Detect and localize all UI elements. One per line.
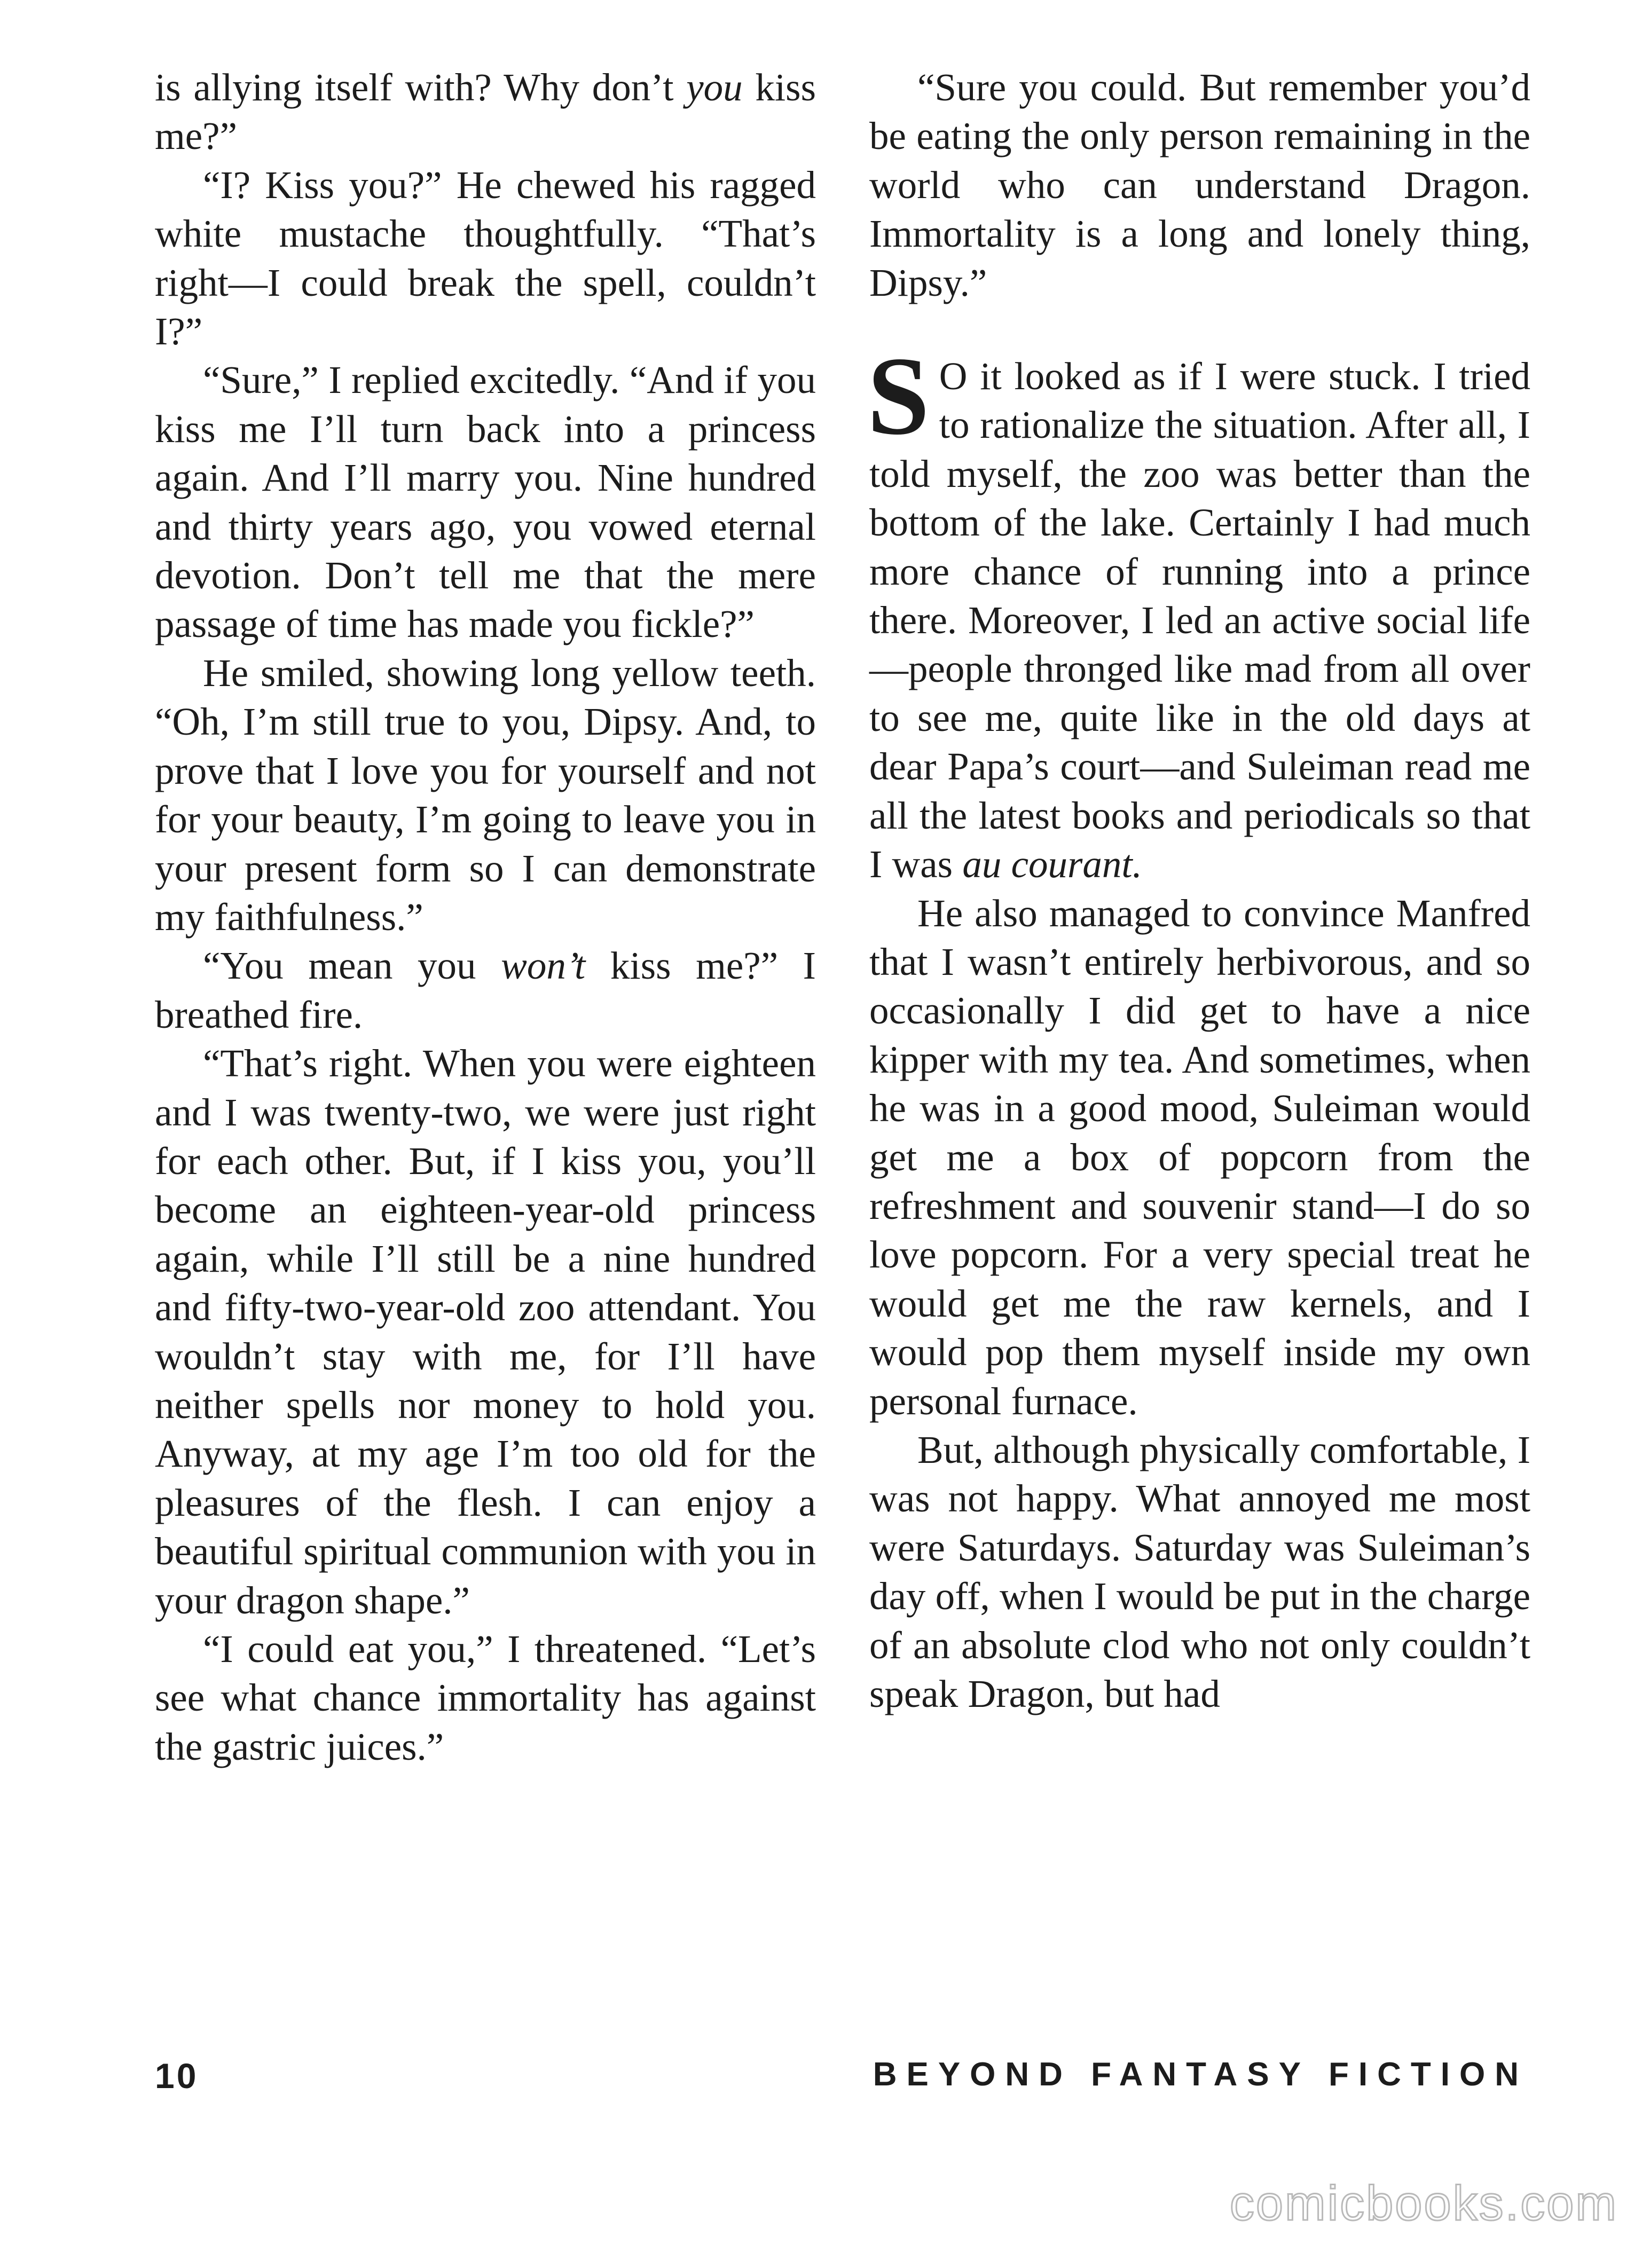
text-run: kiss me?” I breathed fire. bbox=[155, 944, 816, 1036]
italic-text: au courant. bbox=[962, 842, 1142, 886]
paragraph: He also managed to convince Manfred that I wasn’t entirely herbivorous, and so occasionally I did get to have a nice kipper with my tea. And sometimes, when he was in a good mood, Suleiman would get me a box of popcorn from the refreshment and souvenir stand—I do so love popcorn. For a very special treat he would get me the raw kernels, and I would pop them myself inside my own personal furnace. bbox=[869, 891, 1530, 1423]
text-run: kiss me?” bbox=[155, 66, 816, 158]
paragraph: “I could eat you,” I threatened. “Let’s see what chance immortality has against the gastric juices.” bbox=[155, 1627, 816, 1768]
running-head: BEYOND FANTASY FICTION bbox=[873, 2056, 1528, 2093]
paragraph: “Sure,” I replied excitedly. “And if you kiss me I’ll turn back into a princess again. And I’ll marry you. Nine hundred and thirty years ago, you vowed eternal devotion. Don’t tell me that the mere passage of time has made you fickle?” bbox=[155, 358, 816, 646]
text-run: O it looked as if I were stuck. I tried to rationalize the situation. After all, I told myself, the zoo was better than the bottom of the lake. Certainly I had much more chance of running into a prince there. Moreover, I led an active social life—people thronged like mad from all over to see me, quite like in the old days at dear Papa’s court—and Suleiman read me all the latest books and periodicals so that I was bbox=[869, 355, 1530, 886]
right-text-column bbox=[869, 63, 1530, 1718]
paragraph: “That’s right. When you were eighteen and I was twenty-two, we were just right for each other. But, if I kiss you, you’ll become an eighteen-year-old princess again, while I’ll still be a nine hundred and fifty-two-year-old zoo attendant. You wouldn’t stay with me, for I’ll have neither spells nor money to hold you. Anyway, at my age I’m too old for the pleasures of the flesh. I can enjoy a beautiful spiritual communion with you in your dragon shape.” bbox=[155, 1042, 816, 1622]
left-text-column bbox=[155, 63, 816, 1771]
watermark: comicbooks.com bbox=[1229, 2176, 1618, 2231]
page-number: 10 bbox=[155, 2056, 199, 2096]
text-run: is allying itself with? Why don’t bbox=[155, 66, 687, 109]
paragraph bbox=[155, 63, 816, 161]
paragraph: He smiled, showing long yellow teeth. “Oh, I’m still true to you, Dipsy. And, to prove that I love you for yourself and not for your beauty, I’m going to leave you in your present form so I can demonstrate my faithfulness.” bbox=[155, 651, 816, 939]
italic-text: you bbox=[686, 66, 743, 109]
drop-cap: S bbox=[867, 334, 930, 459]
paragraph: “I? Kiss you?” He chewed his ragged white mustache thoughtfully. “That’s right—I could break the spell, couldn’t I?” bbox=[155, 163, 816, 353]
text-run: “You mean you bbox=[203, 944, 501, 988]
paragraph bbox=[867, 334, 1530, 888]
paragraph bbox=[155, 941, 816, 1039]
paragraph: But, although physically comfortable, I was not happy. What annoyed me most were Saturdays. Saturday was Suleiman’s day off, when I would be put in the charge of an absolute clod who not only couldn’t speak Dragon, but had bbox=[869, 1428, 1530, 1715]
paragraph: “Sure you could. But remember you’d be eating the only person remaining in the world who can understand Dragon. Immortality is a long and lonely thing, Dipsy.” bbox=[869, 66, 1530, 304]
italic-text: won’t bbox=[501, 944, 586, 988]
